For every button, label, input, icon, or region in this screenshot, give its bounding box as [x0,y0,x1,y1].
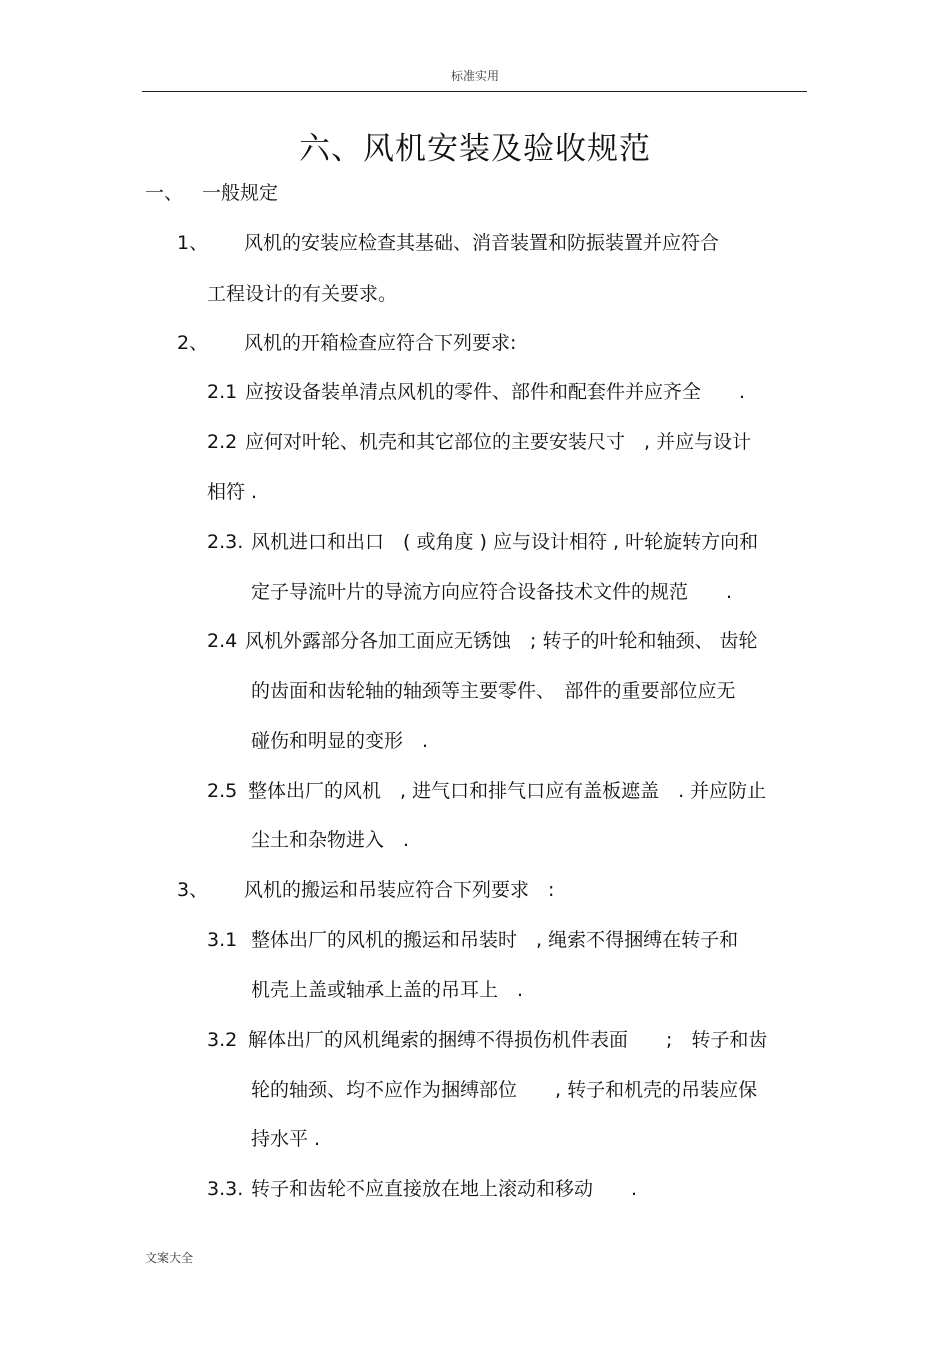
item-number: 3、 [177,879,209,901]
subitem-label: 3.3. [207,1178,244,1200]
page-footer: 文案大全 [145,1251,194,1265]
subitem-line: 的齿面和齿轮轴的轴颈等主要零件、 部件的重要部位应无 [251,680,736,702]
item-text: 风机的安装应检查其基础、消音装置和防振装置并应符合 [244,232,720,254]
subitem-label: 2.3. [207,531,244,553]
subitem-line: 尘土和杂物进入 . [251,829,410,851]
item-number: 2、 [177,332,209,354]
subitem-line: 机壳上盖或轴承上盖的吊耳上 . [251,979,524,1001]
subitem-line: 转子和齿轮不应直接放在地上滚动和移动 . [251,1178,638,1200]
subitem-line: 风机进口和出口 ( 或角度 ) 应与设计相符 , 叶轮旋转方向和 [251,531,759,553]
subitem-label: 2.1 [207,381,238,403]
subitem-line: 风机外露部分各加工面应无锈蚀 ; 转子的叶轮和轴颈、 齿轮 [245,630,758,652]
subitem-line: 整体出厂的风机的搬运和吊装时 , 绳索不得捆缚在转子和 [251,929,739,951]
item-text: 风机的开箱检查应符合下列要求: [244,332,517,354]
item-number: 1、 [177,232,209,254]
subitem-line: 定子导流叶片的导流方向应符合设备技术文件的规范 . [251,581,733,603]
subitem-label: 2.5 [207,780,238,802]
subitem-label: 2.4 [207,630,238,652]
subitem-label: 3.1 [207,929,238,951]
item-text: 风机的搬运和吊装应符合下列要求 : [244,879,555,901]
subitem-label: 2.2 [207,431,238,453]
header-divider [142,91,807,92]
subitem-line: 碰伤和明显的变形 . [251,730,429,752]
subitem-line: 整体出厂的风机 , 进气口和排气口应有盖板遮盖 . 并应防止 [248,780,767,802]
page-header: 标准实用 [450,69,499,83]
document-title: 六、风机安装及验收规范 [299,131,651,167]
subitem-line: 应按设备装单清点风机的零件、部件和配套件并应齐全 . [245,381,746,403]
subitem-line: 解体出厂的风机绳索的捆缚不得损伤机件表面 ; 转子和齿 [248,1029,768,1051]
item-text-continuation: 工程设计的有关要求。 [207,283,398,305]
section-number: 一、 [145,182,184,204]
subitem-line: 应何对叶轮、机壳和其它部位的主要安装尺寸 , 并应与设计 [245,431,752,453]
subitem-line: 持水平 . [251,1128,321,1150]
section-heading: 一般规定 [202,182,279,204]
subitem-label: 3.2 [207,1029,238,1051]
subitem-line: 相符 . [207,481,258,503]
subitem-line: 轮的轴颈、均不应作为捆缚部位 , 转子和机壳的吊装应保 [251,1079,758,1101]
